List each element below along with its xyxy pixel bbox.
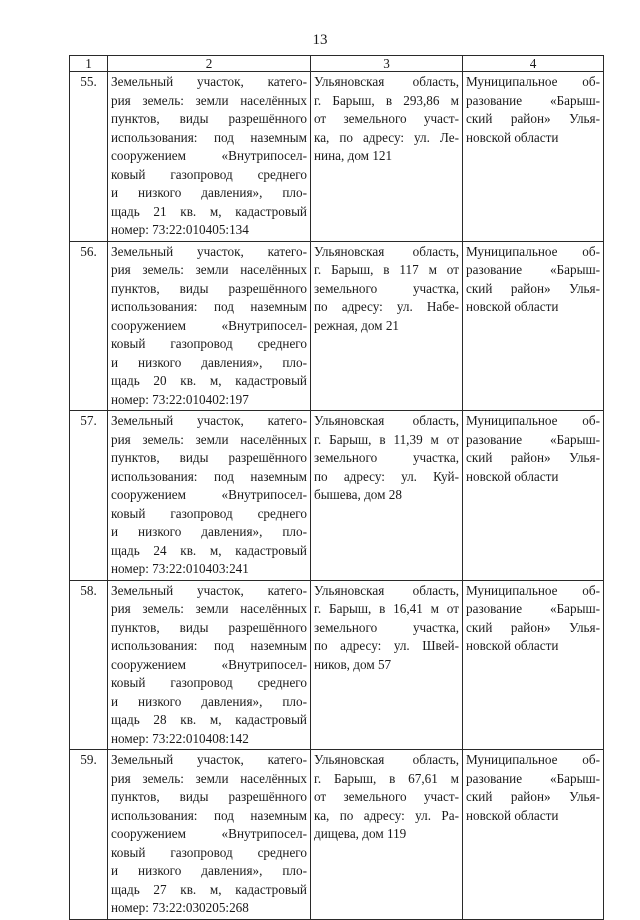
plot-owner bbox=[463, 72, 604, 242]
plot-location-line: Ульяновская область, bbox=[314, 752, 459, 767]
plot-location-line: ников, дом 57 bbox=[314, 656, 392, 672]
plot-description-line: щадь 24 кв. м, кадастровый bbox=[111, 542, 307, 558]
column-header: 3 bbox=[311, 56, 463, 72]
plot-location-line: ка, по адресу: ул. Ле- bbox=[314, 129, 459, 145]
plot-description-line: использования: под наземным bbox=[111, 468, 307, 484]
plot-description-line: сооружением «Внутрипосел- bbox=[111, 317, 307, 333]
plot-description-line: пунктов, виды разрешённого bbox=[111, 619, 307, 635]
plot-owner-line: Муниципальное об- bbox=[466, 74, 600, 89]
page-number: 13 bbox=[312, 32, 328, 48]
plot-description-line: номер: 73:22:010402:197 bbox=[111, 391, 249, 407]
plot-description-line: рия земель: земли населённых bbox=[111, 601, 307, 616]
plot-description-line: Земельный участок, катего- bbox=[111, 413, 307, 428]
plot-description-line: щадь 28 кв. м, кадастровый bbox=[111, 712, 307, 727]
plot-location-line: земельного участка, bbox=[314, 619, 459, 635]
plot-location-line: по адресу: ул. Набе- bbox=[314, 299, 459, 314]
plot-description-line: номер: 73:22:010405:134 bbox=[111, 222, 249, 237]
plot-owner-line: разование «Барыш- bbox=[466, 770, 600, 786]
plot-location-line: от земельного участ- bbox=[314, 789, 459, 804]
plot-owner-line: разование «Барыш- bbox=[466, 262, 600, 277]
plot-owner-line: ский район» Улья- bbox=[466, 450, 600, 465]
plot-description-line: и низкого давления», пло- bbox=[111, 863, 307, 878]
plot-location bbox=[311, 241, 463, 411]
plot-owner-line: ский район» Улья- bbox=[466, 280, 600, 296]
plot-owner-line: новской области bbox=[466, 468, 559, 484]
plot-owner-line: новской области bbox=[466, 638, 559, 653]
plot-location-line: Ульяновская область, bbox=[314, 413, 459, 428]
plot-owner-line: новской области bbox=[466, 299, 559, 314]
plot-location-line: земельного участка, bbox=[314, 450, 459, 465]
table-row bbox=[70, 72, 604, 242]
table-row bbox=[70, 241, 604, 411]
plot-description-line: пунктов, виды разрешённого bbox=[111, 789, 307, 804]
row-number: 59. bbox=[70, 750, 108, 920]
plot-location-line: г. Барыш, в 293,86 м bbox=[314, 92, 459, 108]
plot-description-line: использования: под наземным bbox=[111, 299, 307, 314]
plot-description-line: и низкого давления», пло- bbox=[111, 354, 307, 370]
plot-location-line: Ульяновская область, bbox=[314, 243, 459, 259]
plot-description-line: щадь 21 кв. м, кадастровый bbox=[111, 203, 307, 219]
plot-location-line: бышева, дом 28 bbox=[314, 487, 402, 502]
plot-description-line: ковый газопровод среднего bbox=[111, 844, 307, 860]
plot-description bbox=[108, 72, 311, 242]
row-number: 58. bbox=[70, 580, 108, 750]
plot-location-line: г. Барыш, в 11,39 м от bbox=[314, 431, 459, 447]
plot-description-line: использования: под наземным bbox=[111, 807, 307, 823]
plot-owner-line: Муниципальное об- bbox=[466, 752, 600, 767]
plot-description bbox=[108, 241, 311, 411]
plot-description-line: рия земель: земли населённых bbox=[111, 262, 307, 277]
plot-location-line: г. Барыш, в 16,41 м от bbox=[314, 601, 459, 616]
plot-description-line: использования: под наземным bbox=[111, 129, 307, 145]
plot-description-line: пунктов, виды разрешённого bbox=[111, 450, 307, 465]
plot-owner-line: Муниципальное об- bbox=[466, 582, 600, 598]
plot-description bbox=[108, 580, 311, 750]
plot-description-line: номер: 73:22:010403:241 bbox=[111, 561, 249, 576]
column-header: 2 bbox=[108, 56, 311, 72]
plot-location-line: г. Барыш, в 117 м от bbox=[314, 262, 459, 277]
plot-description-line: Земельный участок, катего- bbox=[111, 243, 307, 259]
plot-location-line: по адресу: ул. Швей- bbox=[314, 638, 459, 653]
table-row bbox=[70, 580, 604, 750]
plot-description-line: и низкого давления», пло- bbox=[111, 693, 307, 709]
plot-description-line: ковый газопровод среднего bbox=[111, 505, 307, 521]
table-header-row bbox=[70, 56, 604, 72]
table-row bbox=[70, 750, 604, 920]
plot-description-line: сооружением «Внутрипосел- bbox=[111, 148, 307, 163]
plot-description-line: сооружением «Внутрипосел- bbox=[111, 656, 307, 672]
plot-description-line: использования: под наземным bbox=[111, 638, 307, 653]
plot-description-line: рия земель: земли населённых bbox=[111, 92, 307, 108]
plot-location-line: по адресу: ул. Куй- bbox=[314, 468, 459, 484]
plot-description-line: сооружением «Внутрипосел- bbox=[111, 487, 307, 502]
row-number: 56. bbox=[70, 241, 108, 411]
plot-description-line: ковый газопровод среднего bbox=[111, 675, 307, 690]
plot-location bbox=[311, 580, 463, 750]
plot-description-line: Земельный участок, катего- bbox=[111, 74, 307, 89]
plot-description-line: ковый газопровод среднего bbox=[111, 336, 307, 351]
plot-location-line: от земельного участ- bbox=[314, 111, 459, 126]
plot-owner-line: разование «Барыш- bbox=[466, 431, 600, 447]
plot-owner bbox=[463, 241, 604, 411]
plot-owner bbox=[463, 411, 604, 581]
column-header: 4 bbox=[463, 56, 604, 72]
row-number: 55. bbox=[70, 72, 108, 242]
plot-owner-line: разование «Барыш- bbox=[466, 92, 600, 108]
plot-description bbox=[108, 411, 311, 581]
plot-owner-line: разование «Барыш- bbox=[466, 601, 600, 616]
plot-description-line: щадь 20 кв. м, кадастровый bbox=[111, 373, 307, 388]
plot-description-line: ковый газопровод среднего bbox=[111, 166, 307, 182]
land-plots-table bbox=[69, 55, 604, 920]
plot-description-line: пунктов, виды разрешённого bbox=[111, 280, 307, 296]
plot-location-line: Ульяновская область, bbox=[314, 74, 459, 89]
plot-location-line: дищева, дом 119 bbox=[314, 826, 407, 841]
plot-owner-line: Муниципальное об- bbox=[466, 243, 600, 259]
plot-description-line: рия земель: земли населённых bbox=[111, 770, 307, 786]
plot-owner-line: ский район» Улья- bbox=[466, 111, 600, 126]
plot-description-line: рия земель: земли населённых bbox=[111, 431, 307, 447]
plot-description-line: щадь 27 кв. м, кадастровый bbox=[111, 881, 307, 897]
plot-owner-line: новской области bbox=[466, 129, 559, 145]
plot-location bbox=[311, 72, 463, 242]
plot-owner-line: ский район» Улья- bbox=[466, 789, 600, 804]
plot-description-line: сооружением «Внутрипосел- bbox=[111, 826, 307, 841]
plot-location-line: нина, дом 121 bbox=[314, 148, 393, 163]
plot-description-line: номер: 73:22:030205:268 bbox=[111, 900, 249, 915]
plot-location-line: ка, по адресу: ул. Ра- bbox=[314, 807, 459, 823]
plot-description-line: номер: 73:22:010408:142 bbox=[111, 730, 249, 746]
plot-location-line: Ульяновская область, bbox=[314, 582, 459, 598]
row-number: 57. bbox=[70, 411, 108, 581]
table-row bbox=[70, 411, 604, 581]
plot-description-line: Земельный участок, катего- bbox=[111, 752, 307, 767]
plot-location bbox=[311, 411, 463, 581]
plot-owner-line: Муниципальное об- bbox=[466, 413, 600, 428]
plot-description-line: пунктов, виды разрешённого bbox=[111, 111, 307, 126]
plot-owner bbox=[463, 750, 604, 920]
plot-location-line: земельного участка, bbox=[314, 280, 459, 296]
plot-description-line: Земельный участок, катего- bbox=[111, 582, 307, 598]
plot-owner-line: ский район» Улья- bbox=[466, 619, 600, 635]
plot-description-line: и низкого давления», пло- bbox=[111, 185, 307, 200]
plot-location-line: режная, дом 21 bbox=[314, 317, 400, 333]
plot-description-line: и низкого давления», пло- bbox=[111, 524, 307, 539]
plot-location bbox=[311, 750, 463, 920]
plot-owner bbox=[463, 580, 604, 750]
column-header: 1 bbox=[70, 56, 108, 72]
plot-description bbox=[108, 750, 311, 920]
plot-location-line: г. Барыш, в 67,61 м bbox=[314, 770, 459, 786]
plot-owner-line: новской области bbox=[466, 807, 559, 823]
table-body bbox=[70, 72, 604, 920]
